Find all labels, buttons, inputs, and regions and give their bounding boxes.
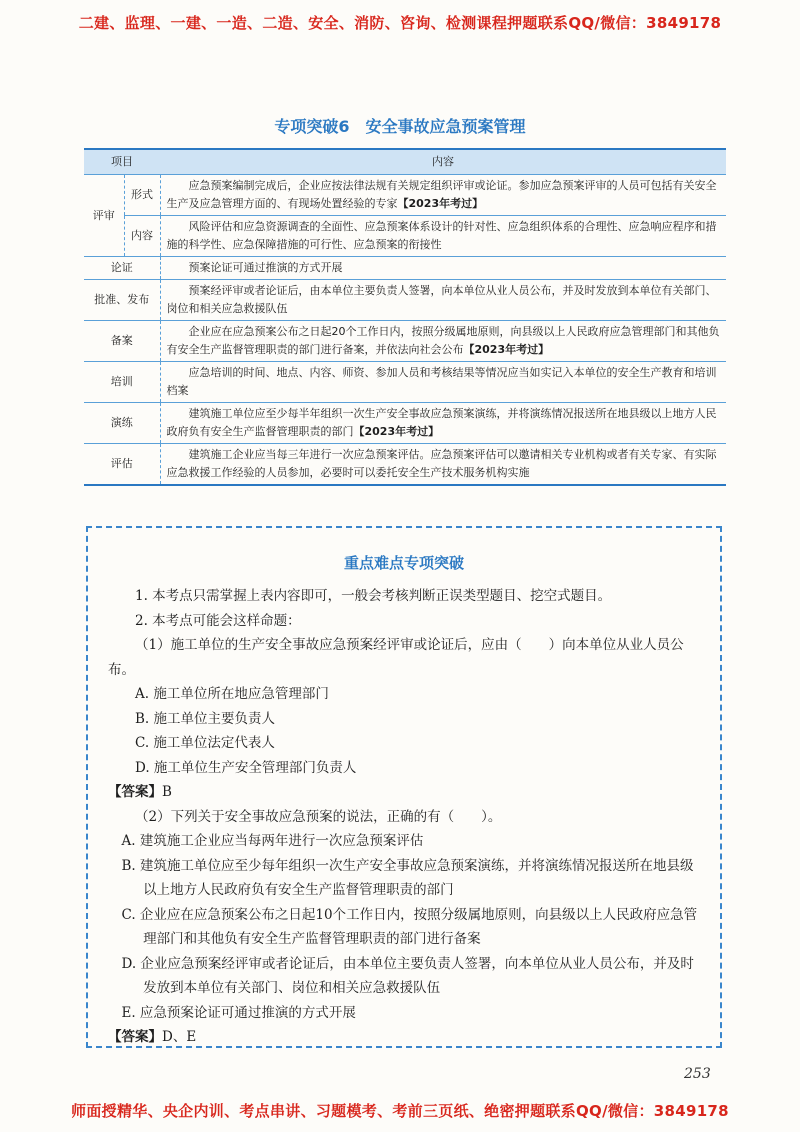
option: A. 施工单位所在地应急管理部门 bbox=[135, 686, 329, 702]
row-content: 预案论证可通过推演的方式开展 bbox=[160, 257, 726, 280]
option: C. 施工单位法定代表人 bbox=[135, 735, 275, 751]
exam-tag: 【2023年考过】 bbox=[463, 343, 550, 356]
question-2: （2）下列关于安全事故应急预案的说法，正确的有（ ）。 bbox=[135, 808, 502, 825]
row-category: 评审 bbox=[84, 175, 124, 257]
row-category: 备案 bbox=[84, 321, 160, 362]
bottom-banner: 师面授精华、央企内训、考点串讲、习题模考、考前三页纸、绝密押题联系QQ/微信：3849178 bbox=[71, 1102, 729, 1120]
option: D. 企业应急预案经评审或者论证后，由本单位主要负责人签署，向本单位从业人员公布，并及时发放到本单位有关部门、岗位和相关应急救援队伍 bbox=[121, 955, 694, 996]
option: D. 施工单位生产安全管理部门负责人 bbox=[135, 759, 357, 776]
key-points-box bbox=[86, 526, 722, 1048]
table-row bbox=[84, 403, 726, 444]
row-subcategory: 形式 bbox=[124, 175, 160, 216]
row-content: 预案经评审或者论证后，由本单位主要负责人签署，向本单位从业人员公布，并及时发放到本单位有关部门、岗位和相关应急救援队伍 bbox=[160, 280, 726, 321]
exam-tag: 【2023年考过】 bbox=[397, 197, 484, 210]
row-category: 论证 bbox=[84, 257, 160, 280]
header-content: 内容 bbox=[160, 149, 726, 175]
table-row bbox=[84, 321, 726, 362]
table-row bbox=[84, 362, 726, 403]
page-number: 253 bbox=[684, 1066, 711, 1082]
row-subcategory: 内容 bbox=[124, 216, 160, 257]
row-category: 培训 bbox=[84, 362, 160, 403]
box-body bbox=[108, 584, 704, 1050]
table-header bbox=[84, 149, 726, 175]
table-row bbox=[84, 280, 726, 321]
table-row bbox=[84, 257, 726, 280]
row-category: 批准、发布 bbox=[84, 280, 160, 321]
row-content: 应急培训的时间、地点、内容、师资、参加人员和考核结果等情况应当如实记入本单位的安全生产教育和培训档案 bbox=[160, 362, 726, 403]
box-title: 重点难点专项突破 bbox=[343, 554, 464, 572]
option: C. 企业应在应急预案公布之日起10个工作日内，按照分级属地原则，向县级以上人民政府应急管理部门和其他负有安全生产监督管理职责的部门进行备案 bbox=[121, 906, 698, 947]
section-title: 专项突破6 安全事故应急预案管理 bbox=[274, 117, 526, 136]
option: B. 施工单位主要负责人 bbox=[135, 710, 276, 727]
answer-label: 【答案】 bbox=[108, 784, 162, 800]
option: E. 应急预案论证可通过推演的方式开展 bbox=[121, 1004, 356, 1021]
row-content: 应急预案编制完成后，企业应按法律法规有关规定组织评审或论证。参加应急预案评审的人员可包括有关安全生产及应急管理方面的、有现场处置经验的专家【2023年考过】 bbox=[160, 175, 726, 216]
content-table bbox=[84, 148, 726, 486]
row-content: 风险评估和应急资源调查的全面性、应急预案体系设计的针对性、应急组织体系的合理性、应急响应程序和措施的科学性、应急保障措施的可行性、应急预案的衔接性 bbox=[160, 216, 726, 257]
table-row bbox=[84, 216, 726, 257]
answer-label: 【答案】 bbox=[108, 1029, 162, 1045]
row-content: 建筑施工企业应当每三年进行一次应急预案评估。应急预案评估可以邀请相关专业机构或者有关专家、有实际应急救援工作经验的人员参加，必要时可以委托安全生产技术服务机构实施 bbox=[160, 444, 726, 486]
answer-1: 【答案】B bbox=[108, 784, 172, 800]
header-item: 项目 bbox=[84, 149, 160, 175]
top-banner: 二建、监理、一建、一造、二造、安全、消防、咨询、检测课程押题联系QQ/微信：3849178 bbox=[78, 14, 722, 32]
paragraph: 2. 本考点可能会这样命题： bbox=[135, 612, 301, 629]
option: A. 建筑施工企业应当每两年进行一次应急预案评估 bbox=[121, 833, 424, 849]
paragraph: 1. 本考点只需掌握上表内容即可，一般会考核判断正误类型题目、挖空式题目。 bbox=[135, 588, 612, 604]
row-category: 演练 bbox=[84, 403, 160, 444]
row-content: 企业应在应急预案公布之日起20个工作日内，按照分级属地原则，向县级以上人民政府应急管理部门和其他负有安全生产监督管理职责的部门进行备案，并依法向社会公布【2023年考过】 bbox=[160, 321, 726, 362]
option: B. 建筑施工单位应至少每年组织一次生产安全事故应急预案演练，并将演练情况报送所在地县级以上地方人民政府负有安全生产监督管理职责的部门 bbox=[121, 857, 694, 898]
table-row bbox=[84, 175, 726, 216]
row-category: 评估 bbox=[84, 444, 160, 486]
exam-tag: 【2023年考过】 bbox=[353, 425, 440, 438]
row-content: 建筑施工单位应至少每半年组织一次生产安全事故应急预案演练，并将演练情况报送所在地县级以上地方人民政府负有安全生产监督管理职责的部门【2023年考过】 bbox=[160, 403, 726, 444]
table-row bbox=[84, 444, 726, 486]
answer-2: 【答案】D、E bbox=[108, 1029, 197, 1045]
question-1: （1）施工单位的生产安全事故应急预案经评审或论证后，应由（ ）向本单位从业人员公布。 bbox=[108, 637, 684, 678]
